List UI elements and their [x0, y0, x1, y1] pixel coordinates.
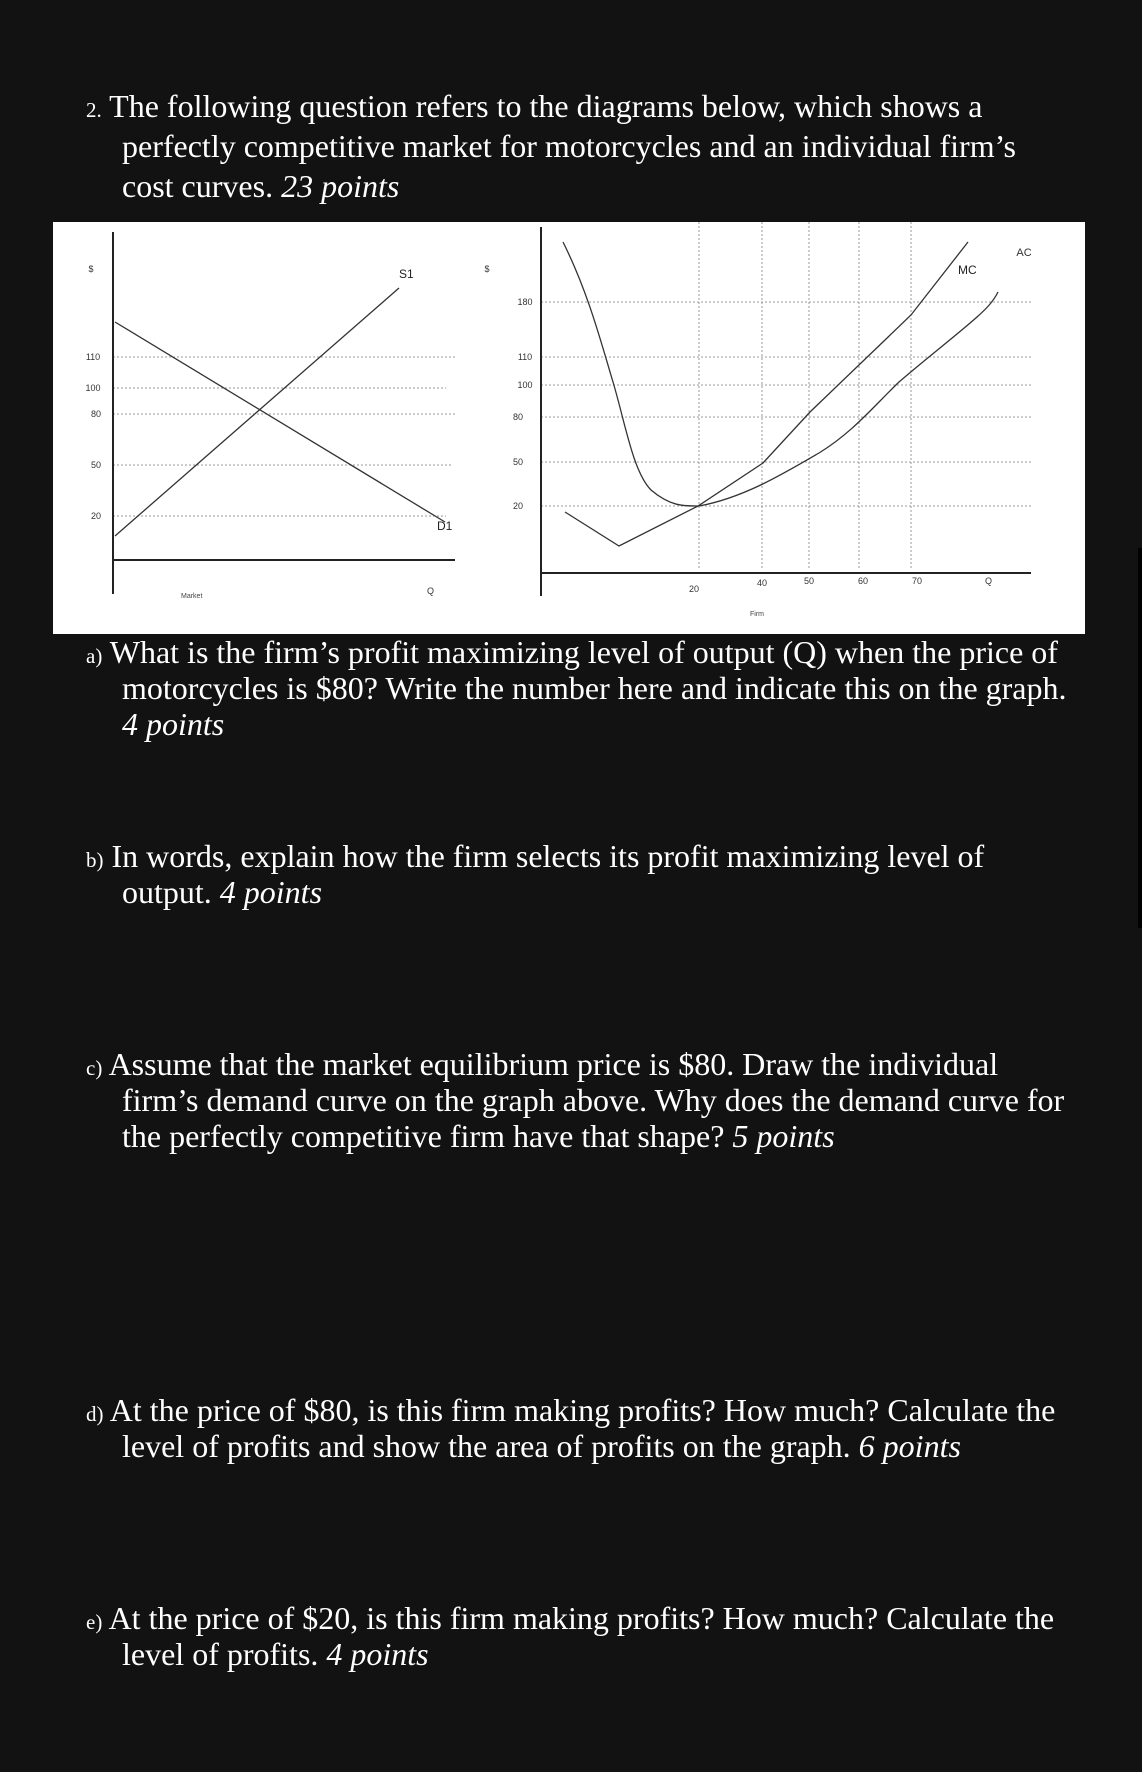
- market-y-tick-80: 80: [90, 409, 102, 419]
- firm-x-tick-50: 50: [803, 576, 815, 586]
- part-e-letter: e): [86, 1610, 103, 1634]
- firm-x-axis-label: Q: [985, 576, 993, 586]
- market-y-tick-110: 110: [85, 352, 101, 362]
- mc-curve: [565, 242, 968, 546]
- part-e-line-1: [86, 1600, 1054, 1640]
- part-e-points: 4 points: [326, 1636, 429, 1672]
- part-c-points: 5 points: [732, 1118, 835, 1154]
- part-c-line-2: firm’s demand curve on the graph above. Why does the demand curve for: [122, 1082, 1065, 1118]
- part-d-line-2: [122, 1428, 961, 1464]
- market-y-tick-100: 100: [85, 383, 101, 393]
- firm-panel: [484, 222, 1031, 618]
- part-d-letter: d): [86, 1402, 104, 1426]
- firm-y-tick-80: 80: [512, 412, 524, 422]
- supply-label: S1: [399, 267, 414, 281]
- part-c-text-1: Assume that the market equilibrium price is $80. Draw the individual: [108, 1046, 999, 1082]
- question-line-1: [86, 88, 982, 128]
- part-b-line-2: [122, 874, 322, 910]
- part-c-line-3: [122, 1118, 835, 1154]
- firm-caption: Firm: [750, 611, 764, 618]
- part-a-letter: a): [86, 644, 103, 668]
- firm-y-tick-180: 180: [517, 297, 533, 307]
- market-panel: [85, 232, 456, 600]
- market-y-axis-label: $: [88, 264, 94, 274]
- question-line-3: [122, 168, 399, 204]
- market-y-tick-50: 50: [90, 460, 102, 470]
- part-e-text-1: At the price of $20, is this firm making profits? How much? Calculate the: [108, 1600, 1055, 1636]
- diagram-figure: [53, 222, 1085, 634]
- question-points: 23 points: [281, 168, 400, 204]
- diagram-svg: [53, 222, 1085, 634]
- market-y-tick-20: 20: [90, 511, 102, 521]
- part-a-line-1: [86, 634, 1058, 674]
- ac-label: AC: [1016, 247, 1032, 259]
- part-b-points: 4 points: [219, 874, 323, 910]
- ac-curve: [563, 242, 998, 506]
- part-c-letter: c): [86, 1056, 103, 1080]
- part-a-line-2: motorcycles is $80? Write the number here and indicate this on the graph.: [122, 670, 1067, 706]
- firm-y-tick-100: 100: [517, 380, 533, 390]
- firm-x-tick-60: 60: [857, 576, 869, 586]
- firm-y-tick-110: 110: [517, 352, 533, 362]
- market-caption: Market: [181, 593, 203, 600]
- edge-shadow: [1138, 548, 1142, 928]
- firm-y-tick-20: 20: [512, 501, 524, 511]
- supply-curve-s1: [115, 288, 399, 536]
- firm-x-tick-70: 70: [911, 576, 923, 586]
- part-d-text-1: At the price of $80, is this firm making profits? How much? Calculate the: [109, 1392, 1056, 1428]
- firm-x-tick-20: 20: [688, 584, 700, 594]
- part-b-text-2: output.: [122, 874, 212, 910]
- part-b-text-1: In words, explain how the firm selects its profit maximizing level of: [111, 838, 985, 874]
- firm-y-tick-50: 50: [512, 457, 524, 467]
- part-d-text-2: level of profits and show the area of profits on the graph.: [122, 1428, 851, 1464]
- question-line-2: perfectly competitive market for motorcycles and an individual firm’s: [122, 128, 1016, 164]
- market-x-axis-label: Q: [427, 586, 435, 596]
- question-text-3: cost curves.: [122, 168, 274, 204]
- part-a-text-1: What is the firm’s profit maximizing level of output (Q) when the price of: [109, 634, 1058, 670]
- part-d-points: 6 points: [858, 1428, 961, 1464]
- part-c-text-3: the perfectly competitive firm have that shape?: [122, 1118, 725, 1154]
- firm-y-axis-label: $: [484, 264, 490, 274]
- demand-label: D1: [437, 519, 453, 533]
- firm-x-tick-40: 40: [756, 578, 768, 588]
- part-e-text-2: level of profits.: [122, 1636, 319, 1672]
- question-number: 2.: [86, 98, 102, 122]
- part-b-letter: b): [86, 848, 104, 872]
- part-a-points: 4 points: [122, 706, 225, 742]
- question-text-1: The following question refers to the diagrams below, which shows a: [109, 88, 983, 124]
- part-d-line-1: [86, 1392, 1055, 1432]
- mc-label: MC: [958, 263, 977, 277]
- part-e-line-2: [122, 1636, 429, 1672]
- part-b-line-1: [86, 838, 984, 878]
- part-c-line-1: [86, 1046, 998, 1086]
